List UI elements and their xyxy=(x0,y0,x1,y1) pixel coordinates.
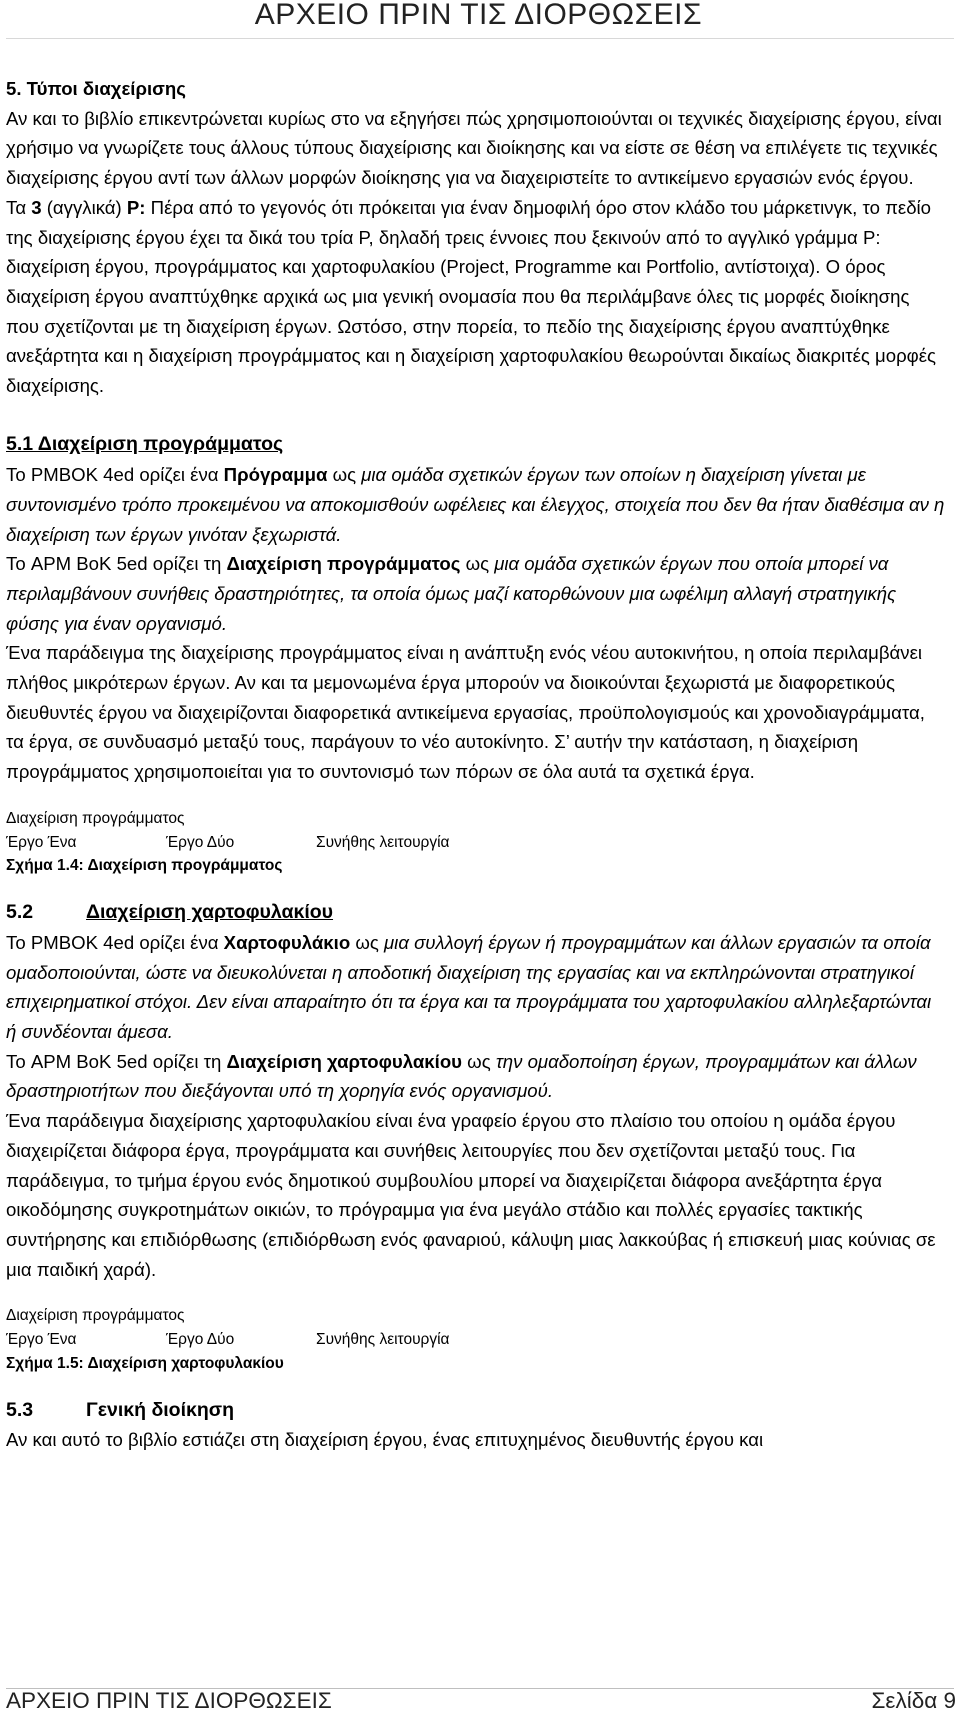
bold-run: Διαχείριση προγράμματος xyxy=(226,553,461,575)
italic-run: μια ομάδα σχετικών έργων των οποίων η διαχείριση γίνεται με συντονισμένο τρόπο προκειμένου να αποκομισθούν ωφέλειες και έλεγχος, στοιχεία που δεν θα ήταν διαθέσιμα αν η διαχείριση των έργων γινόταν ξεχωριστά. xyxy=(6,464,945,545)
page-header: ΑΡΧΕΙΟ ΠΡΙΝ ΤΙΣ ΔΙΟΡΘΩΣΕΙΣ xyxy=(254,0,702,31)
figure-items-row xyxy=(6,1328,946,1352)
text-run: ως xyxy=(327,464,362,486)
section-5-1-example: Ένα παράδειγμα της διαχείρισης προγράμματος είναι η ανάπτυξη ενός νέου αυτοκινήτου, η οποία περιλαμβάνει πλήθος μικρότερων έργων. Αν και τα μεμονωμένα έργα μπορούν να διοικούνται ξεχωριστά με διαφορετικούς διευθυντές έργου να διαχειρίζονται διαφορετικά αντικείμενα εργασίας, προϋπολογισμούς και χρονοδιαγράμματα, τα έργα, σε συνδυασμό μεταξύ τους, παράγουν το νέο αυτοκίνητο. Σ’ αυτήν την κατάσταση, η διαχείριση προγράμματος χρησιμοποιείται για το συντονισμό των πόρων σε όλα αυτά τα σχετικά έργα. xyxy=(6,642,925,783)
section-5-heading: 5. Τύποι διαχείρισης xyxy=(6,78,186,99)
figure-item: Συνήθης λειτουργία xyxy=(316,833,450,851)
figure-items-row xyxy=(6,831,946,855)
header-divider xyxy=(6,38,954,39)
figure-1-5 xyxy=(6,1304,946,1375)
text-run: Το APM BoK 5ed ορίζει τη xyxy=(6,1050,227,1072)
section-number: 5.2 xyxy=(6,901,34,924)
text-run: Πέρα από το γεγονός ότι πρόκειται για έναν δημοφιλή όρο στον κλάδο του μάρκετινγκ, το πεδίο της διαχείρισης έργου έχει τα δικά του τρία P, δηλαδή τρεις έννοιες που ξεκινούν από το αγγλικό γράμμα P: διαχείριση έργου, προγράμματος και χαρτοφυλακίου (Project, Programme και Portfolio, αντίστοιχα). Ο όρος διαχείριση έργου αναπτύχθηκε αρχικά ως μια γενική ονομασία που θα περιλάμβανε όλες τις μορφές διοίκησης που σχετίζονται με τη διαχείριση έργων. Ωστόσο, στην πορεία, το πεδίο της διαχείρισης έργου αναπτύχθηκε ανεξάρτητα και η διαχείριση προγράμματος και η διαχείριση χαρτοφυλακίου θεωρούνται δικαίως διακριτές μορφές διαχείρισης. xyxy=(6,196,936,397)
spacer xyxy=(6,401,946,431)
spacer xyxy=(6,1376,946,1396)
section-5-1-heading: 5.1 Διαχείριση προγράμματος xyxy=(6,433,284,456)
section-5-paragraph-1: Αν και το βιβλίο επικεντρώνεται κυρίως στο να εξηγήσει πώς χρησιμοποιούνται οι τεχνικές διαχείρισης έργου, είναι χρήσιμο να γνωρίζετε τους άλλους τύπους διαχείρισης και διοίκησης και να είστε σε θέση να επιλέγετε τις τεχνικές διαχείρισης έργου αντί των άλλων μορφών διοίκησης για να διαχειριστείτε το αντικείμενο εργασιών ενός έργου. xyxy=(6,107,942,189)
bold-run: Χαρτοφυλάκιο xyxy=(223,931,351,953)
figure-1-4 xyxy=(6,807,946,878)
italic-run: μια συλλογή έργων ή προγραμμάτων και άλλων εργασιών τα οποία ομαδοποιούνται, ώστε να διευκολύνεται η αποδοτική διαχείριση της εργασίας και να εκπληρώνονται στρατηγικοί επιχειρηματικοί στόχοι. Δεν είναι απαραίτητο ότι τα έργα και τα προγράμματα του χαρτοφυλακίου αλληλεξαρτώνται ή συνδέονται άμεσα. xyxy=(6,931,932,1043)
section-title: Γενική διοίκηση xyxy=(86,1398,235,1421)
figure-caption: Σχήμα 1.5: Διαχείριση χαρτοφυλακίου xyxy=(6,1354,284,1372)
text-run: (αγγλικά) xyxy=(41,196,127,218)
section-5-3-heading xyxy=(6,1396,946,1426)
section-number: 5.3 xyxy=(6,1398,34,1421)
text-run: Το PMBOK 4ed ορίζει ένα xyxy=(6,464,224,486)
section-5-2-example: Ένα παράδειγμα διαχείρισης χαρτοφυλακίου είναι ένα γραφείο έργου στο πλαίσιο του οποίου η ομάδα έργου διαχειρίζεται διάφορα έργα, προγράμματα και συνήθεις λειτουργίες που δεν σχετίζονται μεταξύ τους. Για παράδειγμα, το τμήμα έργου ενός δημοτικού συμβουλίου μπορεί να διαχειρίζεται διάφορα ανεξάρτητα έργα οικοδόμησης συγκροτημάτων οικιών, το πρόγραμμα για ένα μεγάλο στάδιο και πολλές εργασίες τακτικής συντήρησης και επιδιόρθωσης (επιδιόρθωση ενός φαναριού, κάλυψη μιας λακκούβας ή επισκευή μιας κούνιας σε μια παιδική χαρά). xyxy=(6,1110,936,1280)
text-run: Το PMBOK 4ed ορίζει ένα xyxy=(6,931,224,953)
figure-item: Έργο Δύο xyxy=(166,1331,235,1349)
figure-item: Συνήθης λειτουργία xyxy=(316,1331,450,1349)
text-run: ως xyxy=(462,1050,496,1072)
page-number: Σελίδα 9 xyxy=(871,1688,956,1713)
text-run: Το APM BoK 5ed ορίζει τη xyxy=(6,553,227,575)
section-5-2-pmbok-definition xyxy=(6,928,946,1047)
section-5-2-heading xyxy=(6,898,946,928)
spacer xyxy=(6,878,946,898)
section-title: Διαχείριση χαρτοφυλακίου xyxy=(86,901,334,924)
figure-top-label: Διαχείριση προγράμματος xyxy=(6,1307,185,1325)
bold-run: Διαχείριση χαρτοφυλακίου xyxy=(226,1050,463,1072)
section-5-2-apm-definition xyxy=(6,1047,946,1106)
page-content xyxy=(6,74,946,1455)
italic-run: μια ομάδα σχετικών έργων που οποία μπορεί να περιλαμβάνουν συνήθεις δραστηριότητες, τα οποία όμως μαζί κατορθώνουν μια ωφέλιμη αλλαγή στρατηγικής φύσης για έναν οργανισμό. xyxy=(6,553,897,634)
bold-run: 3 xyxy=(31,196,42,218)
figure-item: Έργο Ένα xyxy=(6,833,77,851)
section-5-paragraph-2 xyxy=(6,193,946,401)
text-run: Τα xyxy=(6,196,32,218)
bold-run: Πρόγραμμα xyxy=(223,464,328,486)
section-5-1-apm-definition xyxy=(6,549,946,638)
figure-caption: Σχήμα 1.4: Διαχείριση προγράμματος xyxy=(6,857,283,875)
figure-item: Έργο Δύο xyxy=(166,833,235,851)
spacer xyxy=(6,1284,946,1304)
section-5-3-paragraph: Αν και αυτό το βιβλίο εστιάζει στη διαχείριση έργου, ένας επιτυχημένος διευθυντής έργου και xyxy=(6,1429,764,1451)
italic-run: την ομαδοποίηση έργων, προγραμμάτων και άλλων δραστηριοτήτων που διεξάγονται υπό τη χορηγία ενός οργανισμού. xyxy=(6,1050,917,1102)
text-run: ως xyxy=(460,553,495,575)
figure-item: Έργο Ένα xyxy=(6,1331,77,1349)
text-run: ως xyxy=(350,931,384,953)
footer-title: ΑΡΧΕΙΟ ΠΡΙΝ ΤΙΣ ΔΙΟΡΘΩΣΕΙΣ xyxy=(6,1688,332,1713)
bold-run: P: xyxy=(126,196,146,218)
section-5-1-pmbok-definition xyxy=(6,460,946,549)
spacer xyxy=(6,787,946,807)
figure-top-label: Διαχείριση προγράμματος xyxy=(6,809,185,827)
